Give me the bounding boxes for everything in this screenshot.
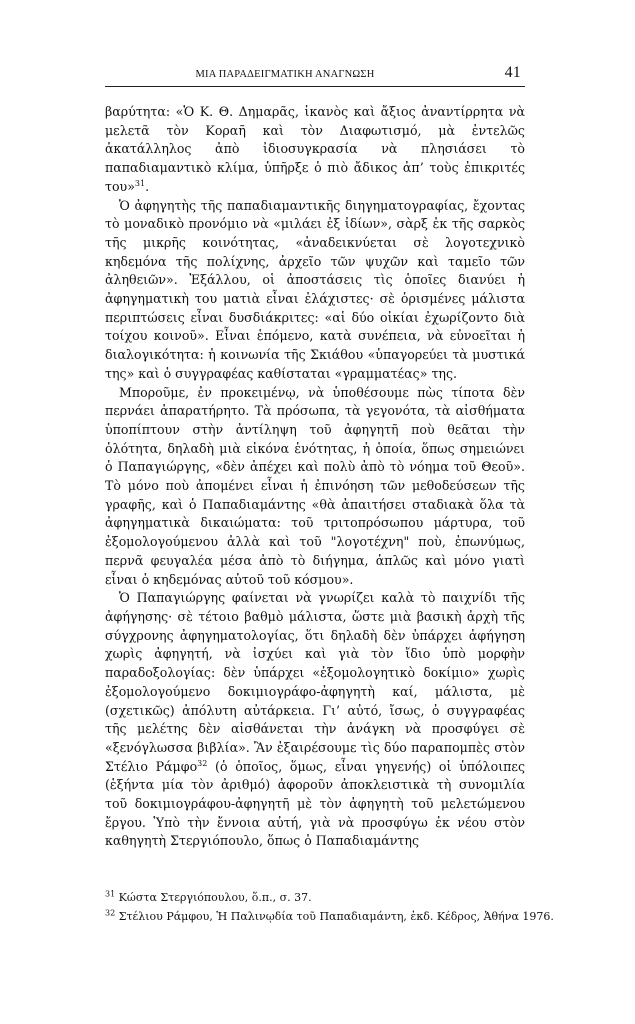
running-title: ΜΙΑ ΠΑΡΑΔΕΙΓΜΑΤΙΚΗ ΑΝΑΓΝΩΣΗ	[195, 69, 375, 80]
page-number: 41	[504, 64, 521, 81]
footnote-ref-31[interactable]: 31	[134, 178, 146, 188]
footnote-32	[105, 907, 554, 926]
footnotes	[105, 888, 554, 926]
footnote-number: 31	[105, 889, 116, 899]
footnote-text: Στέλιου Ράμφου, Ἡ Παλινῳδία τοῦ Παπαδιαμάντη, ἐκδ. Κέδρος, Ἀθήνα 1976.	[115, 910, 554, 923]
paragraph-4: Ὁ Παπαγιώργης φαίνεται νὰ γνωρίζει καλὰ τὸ παιχνίδι τῆς ἀφήγησης· σὲ τέτοιο βαθμὸ μάλιστα, ὥστε μιὰ βασικὴ ἀρχὴ τῆς σύγχρονης ἀφηγηματολογίας, ὅτι δηλαδὴ δὲν ὑπάρχει ἀφήγηση χωρὶς ἀφηγητή, νὰ ἰσχύει καὶ γιὰ τὸν ἴδιο ὑπὸ μορφὴν παραδοξολογίας: δὲν ὑπάρχει «ἐξομολογητικὸ δοκίμιο» χωρὶς ἐξομολογούμενο δοκιμιογράφο-ἀφηγητὴ καί, μάλιστα, μὲ (σχετικῶς) ἀπόλυτη αὐτάρκεια. Γι’ αὐτό, ἴσως, ὁ συγγραφέας τῆς μελέτης δὲν αἰσθάνεται τὴν ἀνάγκη νὰ προσφύγει σὲ «ξενόγλωσσα βιβλία». Ἂν ἐξαιρέσουμε τὶς δύο παραπομπὲς στὸν Στέλιο Ράμφο$^{32}$ (ὁ ὁποῖος, ὅμως, εἶναι γηγενής) οἱ ὑπόλοιπες (ἑξήντα μία τὸν ἀριθμό) ἀφοροῦν ἀποκλειστικὰ τὴ συνομιλία τοῦ δοκιμιογράφου-ἀφηγητῆ μὲ τὸν ἀφηγητὴ τοῦ μελετώμενου ἔργου. Ὑπὸ τὴν ἔννοια αὐτή, γιὰ νὰ προσφύγω ἐκ νέου στὸν καθηγητὴ Στεργιόπουλο, ὅπως ὁ Παπαδιαμάντης	[105, 590, 525, 849]
paragraph-3: Μποροῦμε, ἐν προκειμένῳ, νὰ ὑποθέσουμε πὼς τίποτα δὲν περνάει ἀπαρατήρητο. Τὰ πρόσωπα, τὰ γεγονότα, τὰ αἰσθήματα ὑποπίπτουν στὴν ἀντίληψη τοῦ ἀφηγητῆ ποὺ θεᾶται τὴν ὁλότητα, δηλαδὴ μιὰ εἰκόνα ἑνότητας, ἡ ὁποία, ὅπως σημειώνει ὁ Παπαγιώργης, «δὲν ἀπέχει καὶ πολὺ ἀπὸ τὸ νόημα τοῦ Θεοῦ». Τὸ μόνο ποὺ ἀπομένει εἶναι ἡ ἐπινόηση τῶν μεθοδεύσεων τῆς γραφῆς, καὶ ὁ Παπαδιαμάντης «θὰ ἀπαιτήσει σταδιακὰ ὅλα τὰ ἀφηγηματικὰ δικαιώματα: τοῦ τριτοπρόσωπου μάρτυρα, τοῦ ἐξομολογούμενου ἀλλὰ καὶ τοῦ "λογοτέχνη" ποὺ, ἐπωνύμως, περνᾶ φευγαλέα μέσα ἀπὸ τὸ διήγημα, ἁπλῶς καὶ μόνο γιατὶ εἶναι ὁ κηδεμόνας αὐτοῦ τοῦ κόσμου».	[105, 384, 525, 587]
body-text	[105, 103, 525, 851]
footnote-number: 32	[105, 908, 116, 918]
header-rule	[105, 86, 525, 87]
footnote-text: Κώστα Στεργιόπουλου, ὅ.π., σ. 37.	[115, 891, 312, 904]
footnote-31	[105, 888, 525, 907]
paragraph-1: βαρύτητα: «Ὁ Κ. Θ. Δημαρᾶς, ἱκανὸς καὶ ἄξιος ἀναντίρρητα νὰ μελετᾶ τὸν Κοραῆ καὶ τὸν Διαφωτισμό, μὰ ἐντελῶς ἀκατάλληλος ἀπὸ ἰδιοσυγκρασία νὰ πλησιάσει τὸ παπαδιαμαντικὸ κλίμα, ὑπῆρξε ὁ πιὸ ἄδικος ἀπ’ τοὺς ἐπικριτές του»$^{31}$.	[105, 104, 525, 194]
running-head	[105, 62, 525, 84]
page	[105, 62, 525, 851]
paragraph-2: Ὁ ἀφηγητὴς τῆς παπαδιαμαντικῆς διηγηματογραφίας, ἔχοντας τὸ μοναδικὸ προνόμιο νὰ «μιλάει ἐξ ἰδίων», σὰρξ ἐκ τῆς σαρκὸς τῆς μικρῆς κοινότητας, «ἀναδεικνύεται σὲ λογοτεχνικὸ κηδεμόνα τῆς πολίχνης, ἀρχεῖο τῶν ψυχῶν καὶ ταμεῖο τῶν ἀληθειῶν». Ἐξάλλου, οἱ ἀποστάσεις τὶς ὁποῖες διανύει ἡ ἀφηγηματικὴ του ματιὰ εἶναι ἐλάχιστες· σὲ ὁρισμένες μάλιστα περιπτώσεις εἶναι δυσδιάκριτες: «αἱ δύο οἰκίαι ἐχωρίζοντο διὰ τοίχου κοινοῦ». Εἶναι ἑπόμενο, κατὰ συνέπεια, νὰ εὐνοεῖται ἡ διαλογικότητα: ἡ κοινωνία τῆς Σκιάθου «ὑπαγορεύει τὰ μυστικά της» καὶ ὁ συγγραφέας καθίσταται «γραμματέας» της.	[105, 197, 525, 381]
footnote-ref-32[interactable]: 32	[197, 758, 208, 768]
